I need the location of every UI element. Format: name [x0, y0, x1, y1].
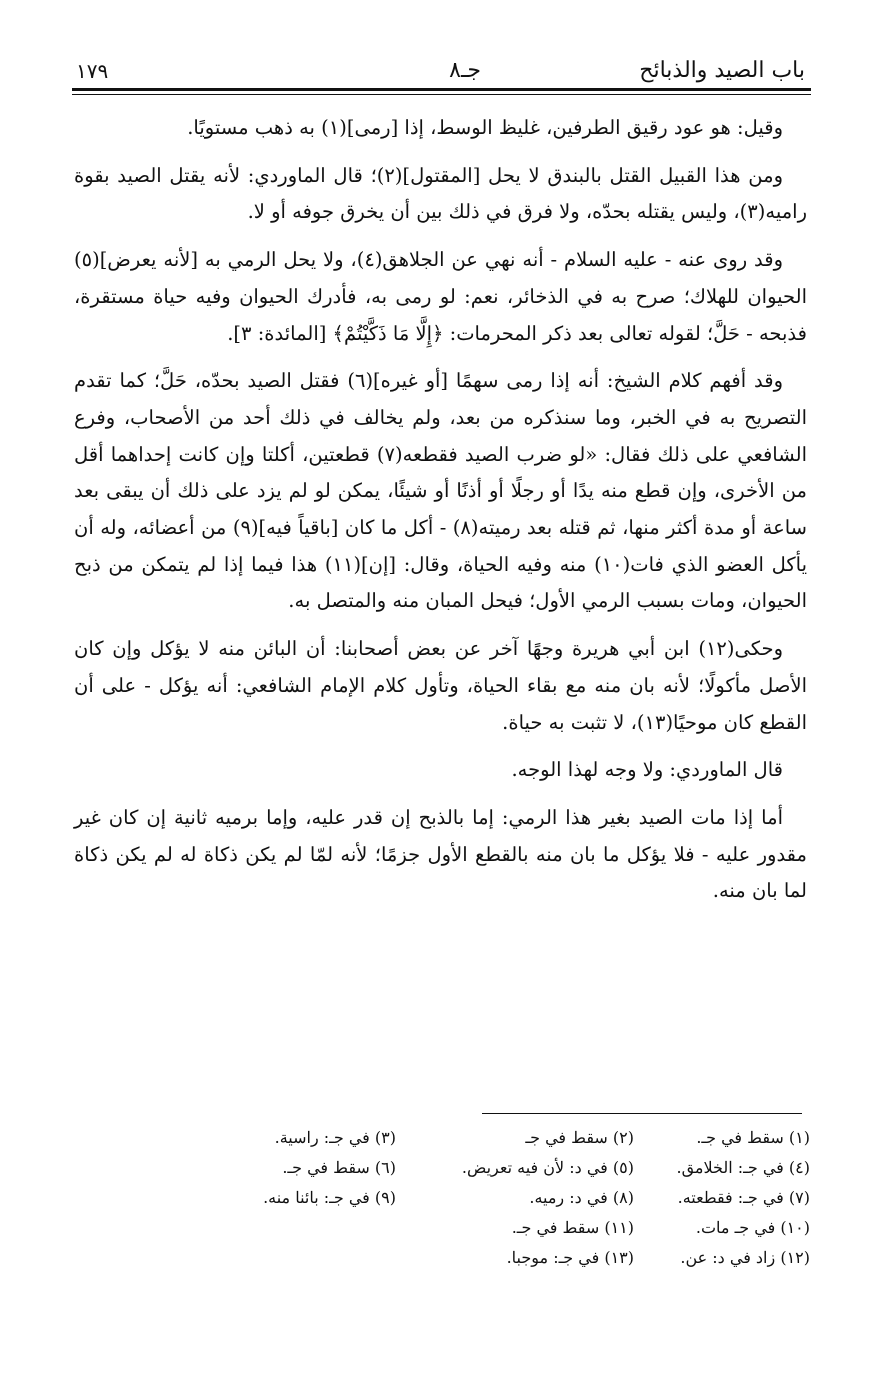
header-rule-thin: [72, 94, 811, 95]
footnote: (٦) سقط في جـ.: [282, 1158, 396, 1177]
footnote: (١٣) في جـ: موجبا.: [506, 1248, 634, 1267]
footnote-separator: [482, 1113, 802, 1114]
volume-label: جـ٨: [449, 58, 481, 83]
footnote-row: [190, 1213, 810, 1243]
footnote: (٩) في جـ: بائنا منه.: [263, 1188, 396, 1207]
footnotes: [190, 1123, 810, 1273]
paragraph: وحكى(١٢) ابن أبي هريرة وجهًا آخر عن بعض أصحابنا: أن البائن منه لا يؤكل وإن كان الأصل مأكولًا؛ لأنه بان منه مع بقاء الحياة، وتأول كلام الإمام الشافعي: أنه يؤكل - على أن القطع كان موحيًا(١٣)، لا تثبت به حياة.: [74, 637, 807, 734]
chapter-title: باب الصيد والذبائح: [639, 58, 805, 83]
page-number: ١٧٩: [76, 59, 109, 83]
footnote: (١١) سقط في جـ.: [511, 1218, 634, 1237]
footnote: [190, 1243, 396, 1273]
footnote: (٢) سقط في جـ: [525, 1128, 634, 1147]
footnote-row: [190, 1123, 810, 1153]
footnote: (٤) في جـ: الخلامق.: [676, 1158, 810, 1177]
paragraph: ومن هذا القبيل القتل بالبندق لا يحل [المقتول](٢)؛ قال الماوردي: لأنه يقتل الصيد بقوة راميه(٣)، وليس يقتله بحدّه، ولا فرق في ذلك بين أن يخرق جوفه أو لا.: [74, 163, 807, 224]
footnote-row: [190, 1183, 810, 1213]
running-header: [62, 50, 811, 90]
footnote: (٣) في جـ: راسية.: [274, 1128, 396, 1147]
footnote: [190, 1213, 396, 1243]
footnote: (١) سقط في جـ.: [696, 1128, 810, 1147]
footnote: (٨) في د: رميه.: [529, 1188, 634, 1207]
paragraph: وقد أفهم كلام الشيخ: أنه إذا رمى سهمًا [أو غيره](٦) فقتل الصيد بحدّه، حَلَّ؛ كما تقدم التصريح به في الخبر، وما سنذكره من بعد، ولم يخالف في ذلك أحد من الأصحاب، وفرع الشافعي على ذلك فقال: «لو ضرب الصيد فقطعه(٧) قطعتين، أكلتا وإن كانت إحداهما أقل من الأخرى، وإن قطع منه يدًا أو رجلًا أو أذنًا أو شيئًا، يمكن لو لم يزد على ذلك أن يبقى بعد ساعة أو مدة أكثر منها، ثم قتله بعد رميته(٨) - أكل ما كان [باقياً فيه](٩) من أعضائه، وله أن يأكل العضو الذي فات(١٠) منه وفيه الحياة، وقال: [إن](١١) هذا فيما إذا لم يتمكن من ذبح الحيوان، ومات بسبب الرمي الأول؛ فيحل المبان منه والمتصل به.: [74, 369, 808, 613]
footnote-row: [190, 1243, 810, 1273]
header-rule-thick: [72, 88, 811, 91]
footnote-row: [190, 1153, 810, 1183]
paragraph: أما إذا مات الصيد بغير هذا الرمي: إما بالذبح إن قدر عليه، وإما برميه ثانية إن كان غير مقدور عليه - فلا يؤكل ما بان منه بالقطع الأول جزمًا؛ لأنه لمّا لم يكن ذكاة له لم يكن ذكاة لما بان منه.: [74, 805, 807, 903]
paragraph: قال الماوردي: ولا وجه لهذا الوجه.: [511, 758, 783, 782]
main-text: [74, 110, 807, 921]
footnote: (٥) في د: لأن فيه تعريض.: [461, 1158, 634, 1177]
footnote: (٧) في جـ: فقطعته.: [677, 1188, 810, 1207]
footnote: (١٠) في جـ مات.: [695, 1218, 810, 1237]
paragraph: وقد روى عنه - عليه السلام - أنه نهي عن الجلاهق(٤)، ولا يحل الرمي به [لأنه يعرض](٥) الحيوان للهلاك؛ صرح به في الذخائر، نعم: لو رمى به، فأدرك الحيوان وفيه حياة مستقرة، فذبحه - حَلَّ؛ لقوله تعالى بعد ذكر المحرمات: ﴿إِلَّا مَا ذَكَّيْتُمْ﴾ [المائدة: ٣].: [74, 248, 807, 345]
paragraph: وقيل: هو عود رقيق الطرفين، غليظ الوسط، إذا [رمى](١) به ذهب مستويًا.: [187, 116, 783, 139]
footnote: (١٢) زاد في د: عن.: [680, 1248, 810, 1267]
